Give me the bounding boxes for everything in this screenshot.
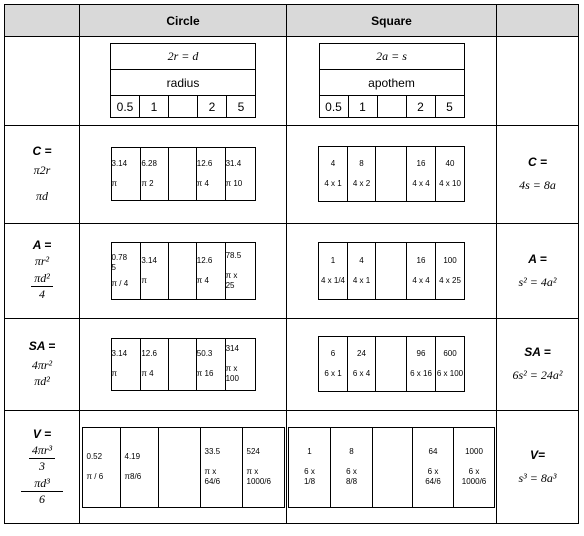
fraction-numerator: πd² (31, 271, 53, 287)
fraction-numerator: πd³ (21, 476, 63, 492)
fraction-numerator: 4πr³ (29, 443, 55, 459)
circle-surface-area-grid (111, 338, 256, 391)
area-answer: s² = 4a² (518, 274, 557, 289)
circle-area-cell (80, 224, 287, 319)
circle-surface-area-cell (80, 318, 287, 411)
square-value-cell (377, 96, 406, 118)
grid-cell: 96 6 x 16 (407, 337, 436, 392)
circumference-label-cell (5, 125, 80, 224)
fraction-denominator: 4 (38, 287, 45, 301)
square-value-cell: 0.5 (319, 96, 348, 118)
circle-value-cell: 2 (198, 96, 227, 118)
surface-area-answer-label: SA = (524, 345, 551, 360)
grid-cell: 1000 6 x 1000/6 (454, 427, 495, 507)
square-equation: 2a = s (319, 44, 464, 70)
square-volume-cell (287, 411, 497, 524)
square-value-cell: 5 (435, 96, 464, 118)
circle-circumference-cell (80, 125, 287, 224)
definition-row (5, 37, 579, 126)
grid-cell (169, 148, 197, 201)
grid-cell: 8 4 x 2 (348, 147, 376, 202)
grid-cell: 31.4 π 10 (225, 148, 255, 201)
grid-cell: 78.5 π x 25 (225, 242, 255, 299)
header-blank-left (5, 5, 80, 37)
circumference-label: C = (32, 144, 52, 159)
area-formula-radius: πr² (34, 253, 50, 268)
grid-cell: 4 4 x 1 (319, 147, 348, 202)
circle-circumference-grid (111, 147, 256, 201)
grid-cell: 8 6 x 8/8 (331, 427, 373, 507)
grid-cell (158, 427, 200, 507)
square-area-grid (318, 242, 465, 300)
square-definition-cell (287, 37, 497, 126)
grid-cell: 4 4 x 1 (348, 242, 376, 299)
header-row (5, 5, 579, 37)
grid-cell: 524 π x 1000/6 (242, 427, 284, 507)
grid-cell: 6.28 π 2 (141, 148, 169, 201)
volume-label: V = (32, 427, 52, 442)
grid-cell: 64 6 x 64/6 (413, 427, 454, 507)
grid-cell: 12.6 π 4 (141, 338, 169, 390)
volume-formula-diameter (21, 476, 63, 507)
circumference-row (5, 125, 579, 224)
circumference-formula-radius: π2r (33, 163, 51, 178)
circle-value-cell: 5 (227, 96, 256, 118)
surface-area-row (5, 318, 579, 411)
square-definition-box (319, 43, 465, 118)
area-label: A = (32, 237, 52, 252)
circle-square-table (4, 4, 579, 524)
circumference-formula-diameter: πd (35, 189, 48, 204)
grid-cell (373, 427, 413, 507)
surface-area-answer: 6s² = 24a² (512, 368, 563, 383)
surface-area-formula-radius: 4πr² (31, 358, 53, 373)
area-row (5, 224, 579, 319)
grid-cell: 33.5 π x 64/6 (200, 427, 242, 507)
circle-value-cell: 1 (140, 96, 169, 118)
circle-value-cell: 0.5 (111, 96, 140, 118)
volume-label-cell (5, 411, 80, 524)
grid-cell: 50.3 π 16 (196, 338, 225, 390)
volume-answer-label: V= (529, 448, 545, 463)
circle-equation: 2r = d (111, 44, 256, 70)
grid-cell: 12.6 π 4 (196, 242, 225, 299)
square-surface-area-grid (318, 336, 465, 392)
surface-area-answer-cell (497, 318, 579, 411)
grid-cell: 1 4 x 1/4 (319, 242, 348, 299)
definition-answer-cell (497, 37, 579, 126)
square-circumference-cell (287, 125, 497, 224)
surface-area-label: SA = (28, 339, 56, 354)
grid-cell: 0.52 π / 6 (82, 427, 120, 507)
volume-answer-cell (497, 411, 579, 524)
grid-cell: 4.19 π8/6 (120, 427, 158, 507)
circle-label: radius (111, 70, 256, 96)
grid-cell: 3.14 π (141, 242, 169, 299)
header-blank-right (497, 5, 579, 37)
grid-cell: 600 6 x 100 (436, 337, 465, 392)
fraction-denominator: 3 (39, 459, 45, 474)
grid-cell: 16 4 x 4 (407, 147, 436, 202)
grid-cell: 12.6 π 4 (196, 148, 225, 201)
area-label-cell (5, 224, 80, 319)
circle-definition-cell (80, 37, 287, 126)
grid-cell: 3.14 π (111, 148, 141, 201)
grid-cell: 0.78 5 π / 4 (111, 242, 141, 299)
circumference-answer: 4s = 8a (519, 178, 556, 193)
circle-value-cell (169, 96, 198, 118)
grid-cell (169, 338, 197, 390)
square-area-cell (287, 224, 497, 319)
square-value-cell: 2 (406, 96, 435, 118)
header-circle: Circle (80, 5, 287, 37)
grid-cell: 6 6 x 1 (319, 337, 348, 392)
fraction-denominator: 6 (39, 492, 45, 507)
surface-area-formula-diameter: πd² (34, 374, 50, 389)
circle-area-grid (111, 242, 256, 300)
circumference-answer-label: C = (527, 155, 547, 170)
grid-cell (376, 242, 407, 299)
area-answer-cell (497, 224, 579, 319)
grid-cell: 3.14 π (111, 338, 141, 390)
volume-formula-radius (29, 443, 55, 474)
grid-cell (376, 147, 407, 202)
surface-area-label-cell (5, 318, 80, 411)
area-formula-diameter (31, 271, 53, 302)
grid-cell: 100 4 x 25 (436, 242, 465, 299)
definition-label-cell (5, 37, 80, 126)
circle-volume-grid (82, 427, 285, 508)
grid-cell: 40 4 x 10 (436, 147, 465, 202)
grid-cell (376, 337, 407, 392)
circumference-answer-cell (497, 125, 579, 224)
grid-cell: 314 π x 100 (225, 338, 255, 390)
grid-cell (169, 242, 197, 299)
volume-row (5, 411, 579, 524)
grid-cell: 1 6 x 1/8 (289, 427, 331, 507)
square-surface-area-cell (287, 318, 497, 411)
square-circumference-grid (318, 146, 465, 202)
circle-volume-cell (80, 411, 287, 524)
grid-cell: 16 4 x 4 (407, 242, 436, 299)
square-value-cell: 1 (348, 96, 377, 118)
area-answer-label: A = (528, 251, 547, 266)
volume-answer: s³ = 8a³ (518, 471, 557, 486)
circle-definition-box (110, 43, 256, 118)
square-volume-grid (288, 427, 495, 508)
header-square: Square (287, 5, 497, 37)
square-label: apothem (319, 70, 464, 96)
grid-cell: 24 6 x 4 (348, 337, 376, 392)
